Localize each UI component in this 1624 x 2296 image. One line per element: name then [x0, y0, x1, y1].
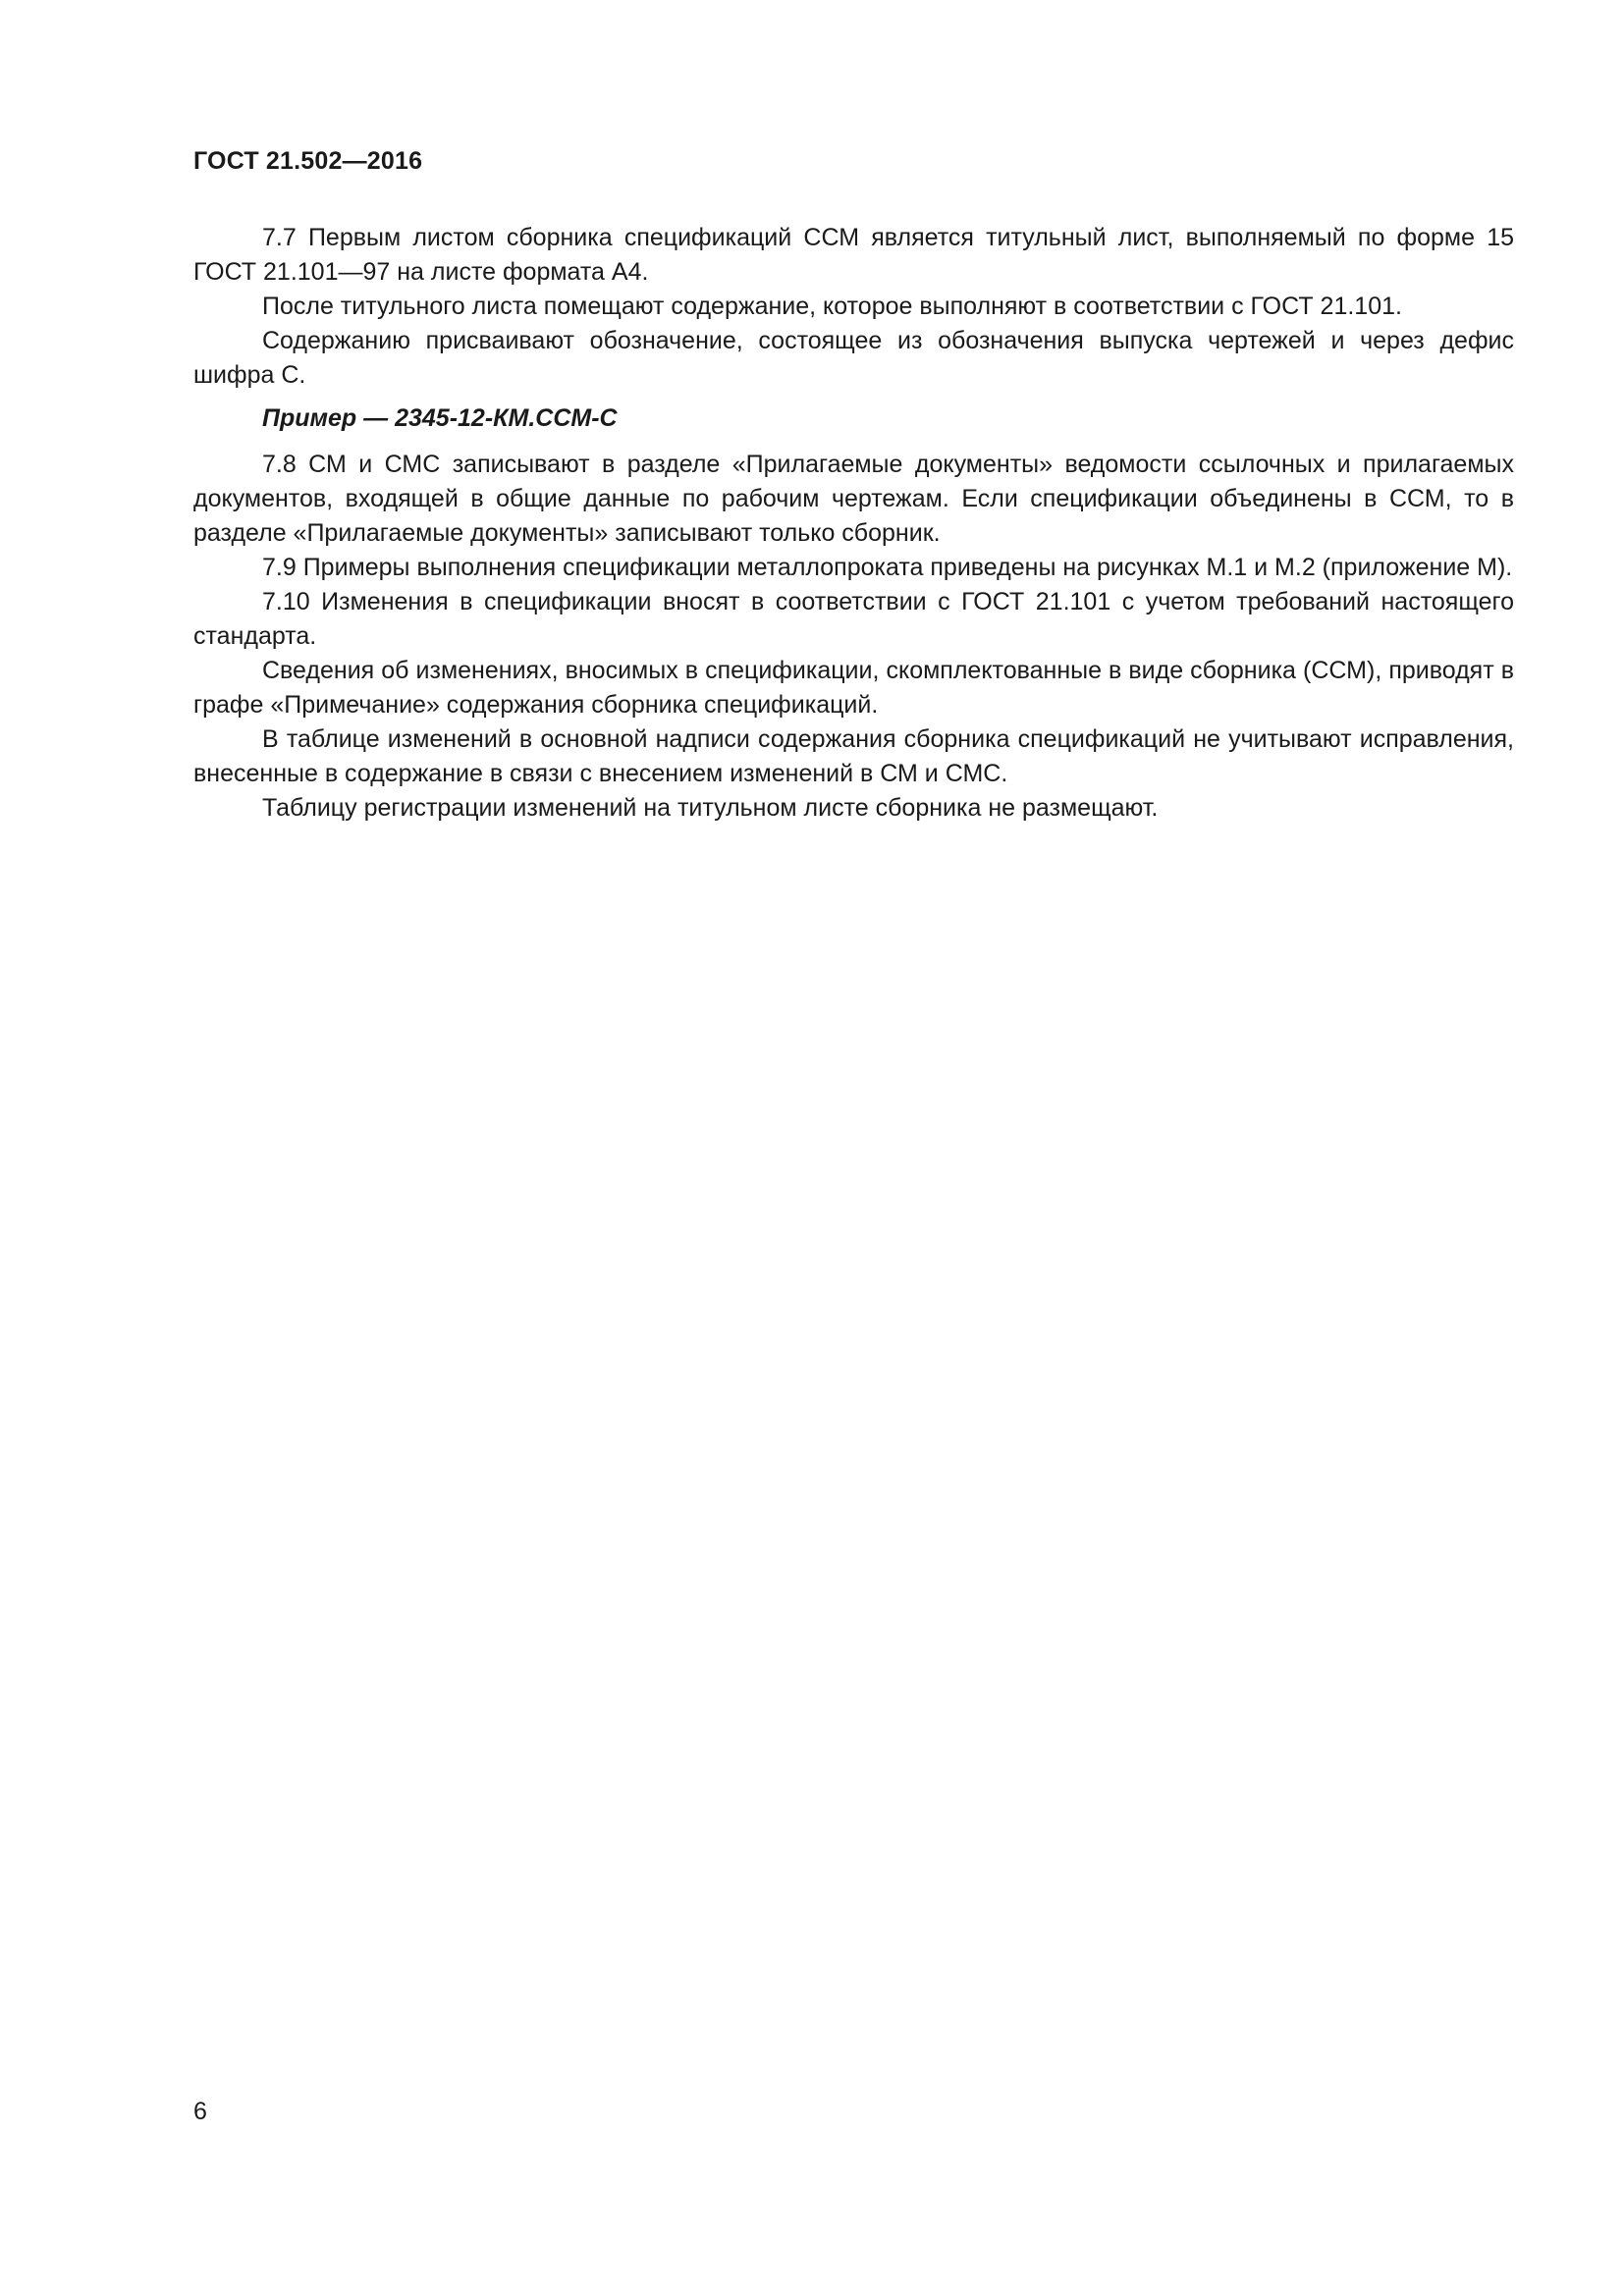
paragraph-changes-info: Сведения об изменениях, вносимых в спецификации, скомплектованные в виде сборника (ССМ), приводят в графе «Примечание» содержания сборника спецификаций. [193, 657, 1514, 719]
paragraph-7-8: 7.8 СМ и СМС записывают в разделе «Прилагаемые документы» ведомости ссылочных и прилагаемых документов, входящей в общие данные по рабочим чертежам. Если спецификации объединены в ССМ, то в разделе «Прилагаемые документы» записывают только сборник. [193, 451, 1514, 547]
document-header: ГОСТ 21.502—2016 [193, 147, 423, 175]
document-body [193, 221, 1514, 826]
paragraph-7-7: 7.7 Первым листом сборника спецификаций ССМ является титульный лист, выполняемый по форме 15 ГОСТ 21.101—97 на листе формата А4. [193, 224, 1514, 286]
paragraph-contents-placement: После титульного листа помещают содержание, которое выполняют в соответствии с ГОСТ 21.101. [262, 293, 1402, 320]
paragraph-7-10: 7.10 Изменения в спецификации вносят в соответствии с ГОСТ 21.101 с учетом требований настоящего стандарта. [193, 588, 1514, 650]
paragraph-contents-designation: Содержанию присваивают обозначение, состоящее из обозначения выпуска чертежей и через дефис шифра С. [193, 327, 1514, 389]
paragraph-7-9: 7.9 Примеры выполнения спецификации металлопроката приведены на рисунках М.1 и М.2 (приложение М). [262, 554, 1513, 581]
paragraph-registration-table: Таблицу регистрации изменений на титульном листе сборника не размещают. [262, 794, 1159, 822]
paragraph-changes-table: В таблице изменений в основной надписи содержания сборника спецификаций не учитывают исправления, внесенные в содержание в связи с внесением изменений в СМ и СМС. [193, 725, 1514, 787]
example-designation: Пример — 2345-12-КМ.ССМ-С [262, 404, 618, 432]
page-number: 6 [193, 2098, 207, 2125]
